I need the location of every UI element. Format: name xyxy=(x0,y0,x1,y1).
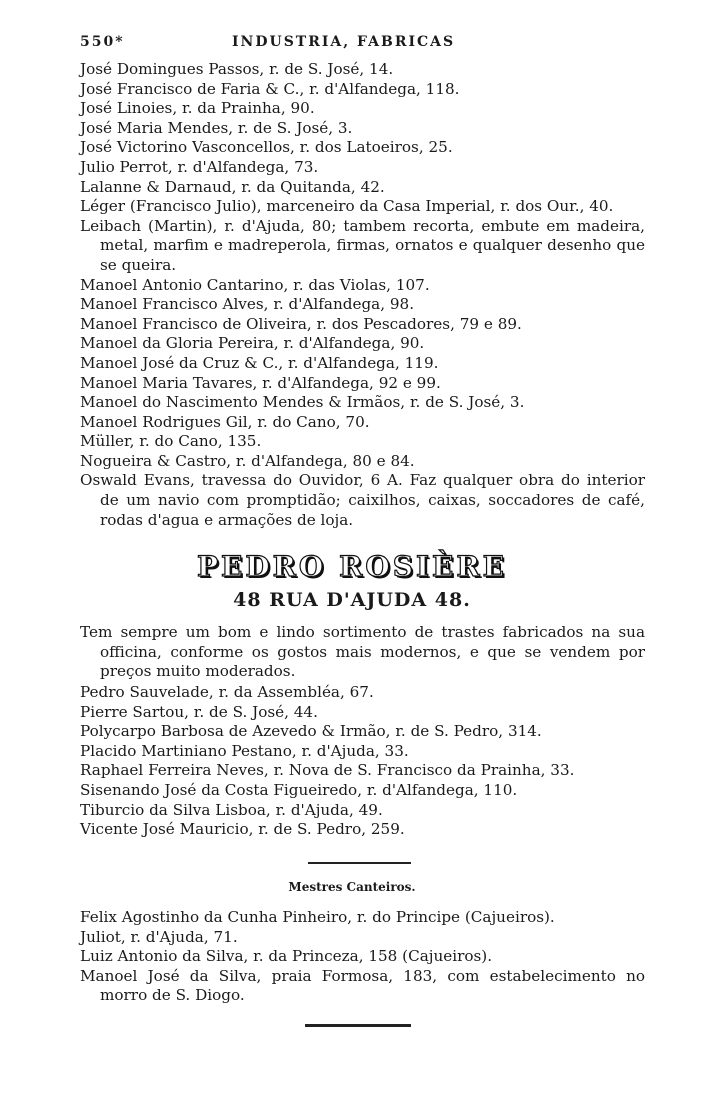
list-item: Vicente José Mauricio, r. de S. Pedro, 259. xyxy=(80,820,405,839)
list-item: Manoel Francisco Alves, r. d'Alfandega, 98. xyxy=(80,295,415,314)
page-header xyxy=(80,34,640,54)
list-item: Oswald Evans, travessa do Ouvidor, 6 A. Faz qualquer obra do interior de um navio com promptidão; caixilhos, caixas, soccadores de café, rodas d'agua e armações de loja. xyxy=(80,471,645,529)
list-item: Manoel José da Silva, praia Formosa, 183, com estabelecimento no morro de S. Diogo. xyxy=(80,966,645,1005)
list-item: Manoel Rodrigues Gil, r. do Cano, 70. xyxy=(80,412,370,431)
list-item: Léger (Francisco Julio), marceneiro da Casa Imperial, r. dos Our., 40. xyxy=(80,197,614,216)
entry-list xyxy=(80,908,645,1006)
list-item: Manoel Francisco de Oliveira, r. dos Pescadores, 79 e 89. xyxy=(80,314,522,333)
list-item: Julio Perrot, r. d'Alfandega, 73. xyxy=(80,157,319,176)
section-heading: Mestres Canteiros. xyxy=(288,880,416,894)
list-item: Tiburcio da Silva Lisboa, r. d'Ajuda, 49. xyxy=(80,800,383,819)
list-item: José Victorino Vasconcellos, r. dos Latoeiros, 25. xyxy=(80,138,453,157)
divider xyxy=(305,1024,411,1027)
advertisement-address: 48 RUA D'AJUDA 48. xyxy=(233,589,471,611)
list-item: Manoel Antonio Cantarino, r. das Violas, 107. xyxy=(80,275,430,294)
entry-list xyxy=(80,683,645,840)
list-item: Manoel José da Cruz & C., r. d'Alfandega, 119. xyxy=(80,353,439,372)
list-item: Felix Agostinho da Cunha Pinheiro, r. do Principe (Cajueiros). xyxy=(80,908,555,926)
list-item: José Francisco de Faria & C., r. d'Alfandega, 118. xyxy=(80,79,460,98)
page-number: 550* xyxy=(80,34,125,50)
entry-list xyxy=(80,60,645,530)
divider xyxy=(308,862,411,864)
running-head: INDUSTRIA, FABRICAS xyxy=(232,34,456,50)
list-item: Manoel Maria Tavares, r. d'Alfandega, 92 e 99. xyxy=(80,373,441,392)
list-item: José Domingues Passos, r. de S. José, 14. xyxy=(80,60,394,78)
list-item: José Maria Mendes, r. de S. José, 3. xyxy=(80,118,353,137)
list-item: Manoel da Gloria Pereira, r. d'Alfandega, 90. xyxy=(80,334,425,353)
list-item: Pedro Sauvelade, r. da Assembléa, 67. xyxy=(80,683,374,701)
list-item: Pierre Sartou, r. de S. José, 44. xyxy=(80,702,318,721)
list-item: Placido Martiniano Pestano, r. d'Ajuda, 33. xyxy=(80,741,409,760)
list-item: José Linoies, r. da Prainha, 90. xyxy=(80,99,315,118)
list-item: Sisenando José da Costa Figueiredo, r. d'Alfandega, 110. xyxy=(80,780,518,799)
list-item: Polycarpo Barbosa de Azevedo & Irmão, r. de S. Pedro, 314. xyxy=(80,722,542,741)
list-item: Juliot, r. d'Ajuda, 71. xyxy=(80,927,238,946)
list-item: Nogueira & Castro, r. d'Alfandega, 80 e 84. xyxy=(80,451,415,470)
list-item: Müller, r. do Cano, 135. xyxy=(80,432,262,451)
list-item: Leibach (Martin), r. d'Ajuda, 80; tambem recorta, embute em madeira, metal, marfim e madreperola, firmas, ornatos e qualquer desenho que se queira. xyxy=(80,216,645,274)
list-item: Manoel do Nascimento Mendes & Irmãos, r. de S. José, 3. xyxy=(80,393,525,412)
advertisement-name: PEDRO ROSIÈRE xyxy=(196,550,508,583)
list-item: Luiz Antonio da Silva, r. da Princeza, 158 (Cajueiros). xyxy=(80,947,493,966)
list-item: Lalanne & Darnaud, r. da Quitanda, 42. xyxy=(80,177,385,196)
list-item: Raphael Ferreira Neves, r. Nova de S. Francisco da Prainha, 33. xyxy=(80,761,575,780)
advertisement-text: Tem sempre um bom e lindo sortimento de trastes fabricados na sua officina, conforme os gostos mais modernos, e que se vendem por preços muito moderados. xyxy=(80,623,645,681)
